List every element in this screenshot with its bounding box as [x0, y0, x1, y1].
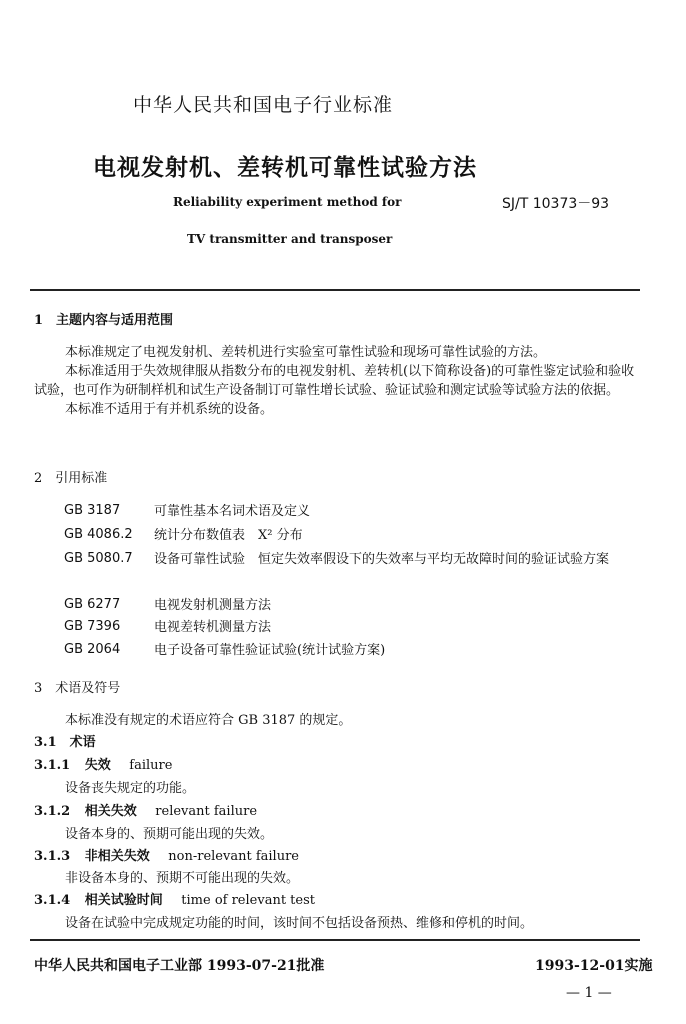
section-3-intro: 本标准没有规定的术语应符合 GB 3187 的规定。	[65, 713, 352, 728]
term-definition: 设备在试验中完成规定功能的时间，该时间不包括设备预热、维修和停机的时间。	[65, 916, 534, 931]
issuing-organization: 中华人民共和国电子行业标准	[133, 94, 394, 116]
section-1-body	[34, 343, 638, 419]
term-number: 3.1.1	[34, 758, 71, 773]
reference-title: 可靠性基本名词术语及定义	[154, 504, 311, 519]
section-3-1-heading: 3.1 术语	[34, 735, 96, 750]
term-english: relevant failure	[155, 804, 258, 819]
term-definition: 非设备本身的、预期不可能出现的失效。	[65, 871, 300, 886]
term-definition: 设备丧失规定的功能。	[65, 781, 196, 796]
term-number: 3.1.3	[34, 849, 71, 864]
reference-title: 电视差转机测量方法	[154, 620, 272, 635]
section-1-paragraph-1: 本标准规定了电视发射机、差转机进行实验室可靠性试验和现场可靠性试验的方法。	[65, 345, 547, 360]
term-entry	[34, 800, 257, 819]
section-1-heading: 1 主题内容与适用范围	[34, 313, 174, 328]
reference-code: GB 2064	[64, 642, 121, 657]
section-1-paragraph-3: 本标准不适用于有并机系统的设备。	[65, 402, 274, 417]
approval-line: 中华人民共和国电子工业部 1993-07-21批准	[34, 958, 325, 974]
term-number: 3.1.4	[34, 893, 71, 908]
reference-code: GB 4086.2	[64, 527, 133, 542]
reference-title: 统计分布数值表 X² 分布	[154, 528, 303, 543]
term-chinese: 非相关失效	[84, 849, 150, 864]
term-chinese: 相关失效	[84, 804, 137, 819]
term-chinese: 相关试验时间	[84, 893, 163, 908]
term-chinese: 失效	[84, 758, 111, 773]
document-title-english-line1: Reliability experiment method for	[173, 195, 402, 209]
reference-code: GB 5080.7	[64, 551, 133, 566]
term-english: non-relevant failure	[168, 849, 299, 864]
reference-title: 电视发射机测量方法	[154, 598, 272, 613]
term-number: 3.1.2	[34, 804, 71, 819]
term-entry	[34, 889, 315, 908]
document-title-chinese: 电视发射机、差转机可靠性试验方法	[93, 155, 477, 181]
term-definition: 设备本身的、预期可能出现的失效。	[65, 827, 274, 842]
document-title-english-line2: TV transmitter and transposer	[187, 232, 393, 246]
reference-title: 设备可靠性试验 恒定失效率假设下的失效率与平均无故障时间的验证试验方案	[154, 552, 610, 567]
standard-number: SJ/T 10373－93	[502, 196, 610, 212]
section-1-paragraph-2: 本标准适用于失效规律服从指数分布的电视发射机、差转机(以下简称设备)的可靠性鉴定试验和验收试验，也可作为研制样机和试生产设备制订可靠性增长试验、验证试验和测定试验等试验方法的依据。	[34, 364, 635, 398]
implementation-date: 1993-12-01实施	[535, 958, 653, 974]
section-2-heading: 2 引用标准	[34, 471, 108, 486]
reference-code: GB 7396	[64, 619, 121, 634]
term-english: time of relevant test	[181, 893, 315, 908]
header-divider	[30, 289, 640, 291]
reference-title: 电子设备可靠性验证试验(统计试验方案)	[154, 643, 386, 658]
term-entry	[34, 754, 172, 773]
reference-code: GB 3187	[64, 503, 121, 518]
reference-code: GB 6277	[64, 597, 121, 612]
section-3-heading: 3 术语及符号	[34, 681, 121, 696]
footer-divider	[30, 939, 640, 941]
term-entry	[34, 845, 299, 864]
term-english: failure	[129, 758, 173, 773]
page-number: — 1 —	[566, 985, 612, 1001]
